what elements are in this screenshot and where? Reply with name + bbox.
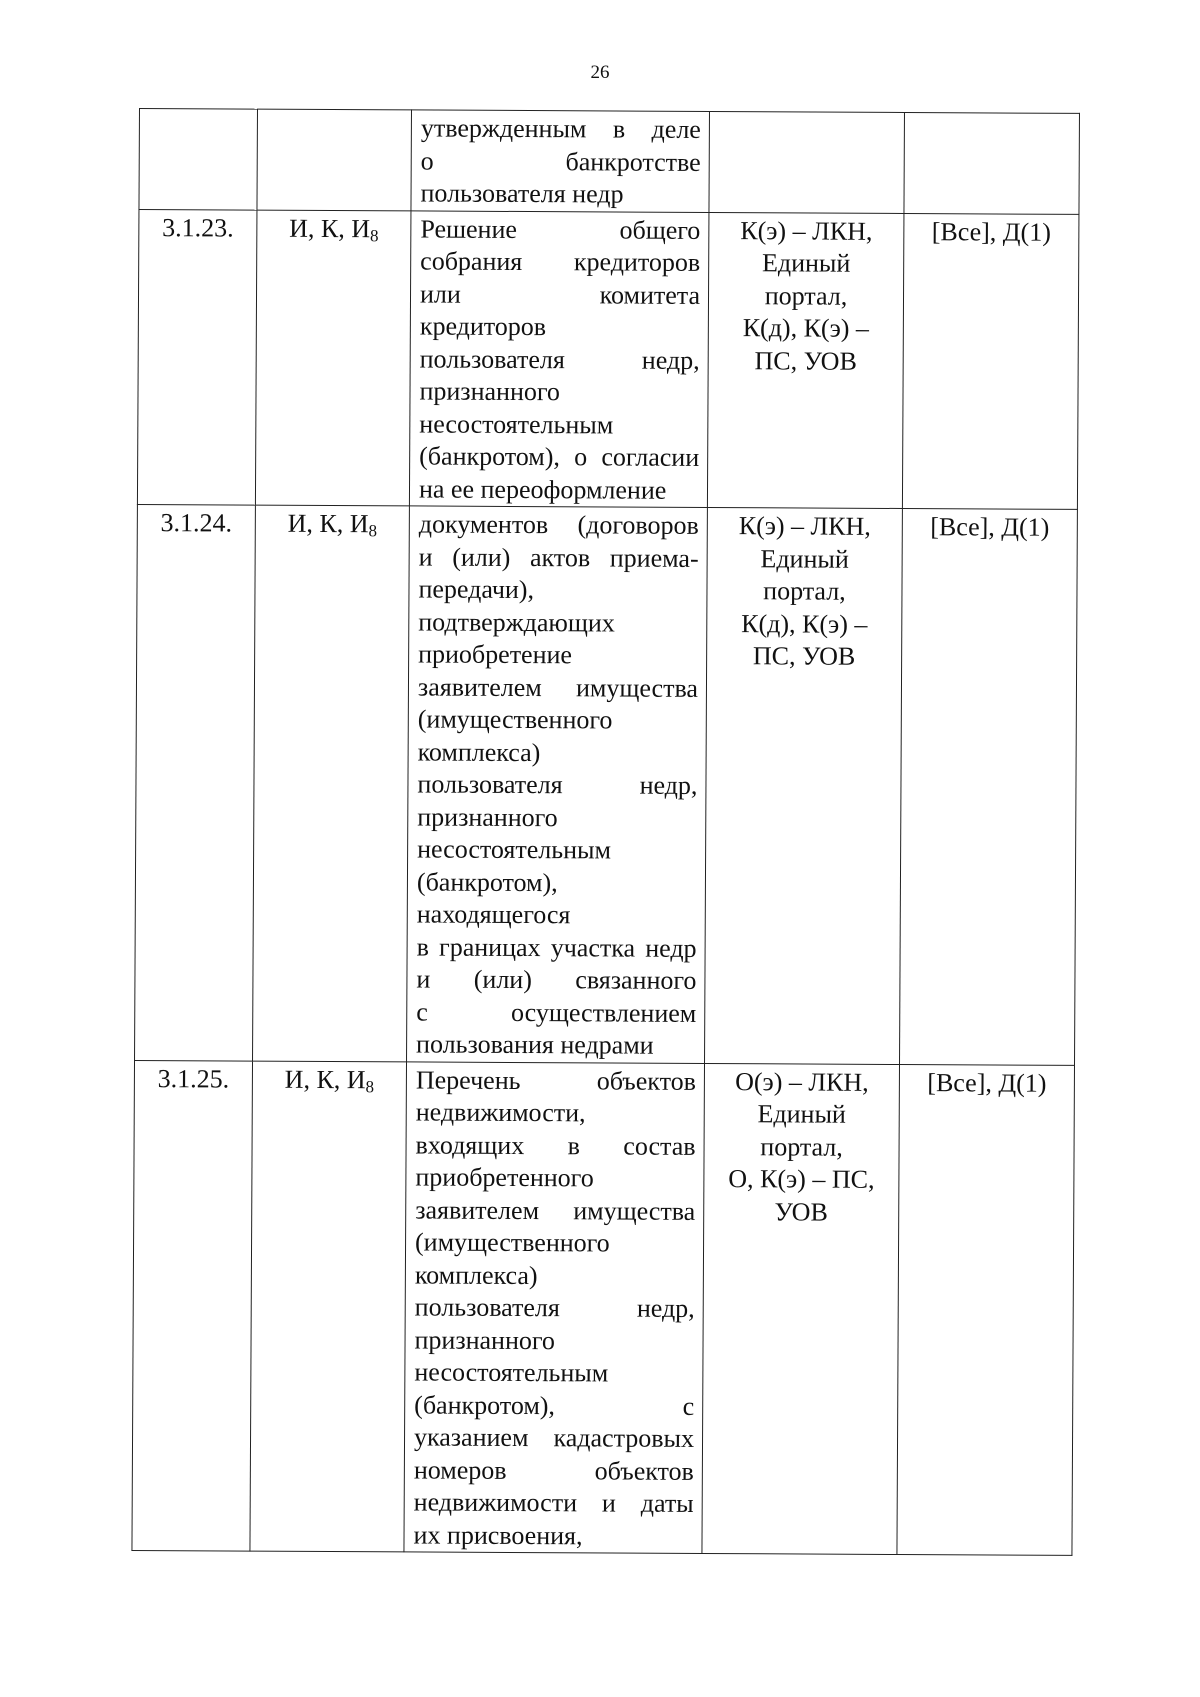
document-name-line: заявителем имущества (415, 1194, 696, 1226)
row-applicants: [Все], Д(1) (897, 1064, 1075, 1555)
channel-line: портал, (763, 576, 846, 606)
channel-line: Единый (757, 1099, 846, 1129)
row-document-name (407, 506, 708, 1063)
document-name-line: собрания кредиторов (420, 246, 701, 277)
document-name-line: документов (договоров (418, 509, 699, 540)
document-name-line: Перечень объектов (415, 1064, 696, 1096)
document-name-line: недвижимости, (415, 1097, 586, 1128)
row-codes (250, 1061, 407, 1552)
document-name-line: приобретение (418, 639, 573, 670)
codes-subscript: 8 (369, 225, 379, 245)
channel-line: ПС, УОВ (754, 345, 857, 376)
document-name-line: несостоятельным (419, 408, 614, 439)
channel-line: Единый (761, 248, 851, 278)
document-name-line: (банкротом), с (414, 1389, 695, 1421)
document-name-line: находящегося (416, 899, 571, 930)
document-name-line: комплекса) (414, 1259, 538, 1290)
document-name-line: на ее переоформление (418, 473, 667, 505)
document-table (131, 108, 1080, 1556)
table-row (137, 209, 1079, 509)
page-number: 26 (590, 62, 610, 83)
document-name-line: кредиторов (419, 311, 547, 342)
document-name-line: признанного (419, 376, 561, 407)
table-row (132, 1060, 1075, 1555)
channel-line: К(э) – ЛКН, (740, 215, 873, 246)
document-name-line: (имущественного (417, 704, 613, 735)
document-name-line: пользователя недр, (419, 343, 700, 375)
document-name-line: и (или) связанного (416, 964, 697, 995)
channel-line: О(э) – ЛКН, (735, 1066, 869, 1097)
channel-line: ПС, УОВ (752, 641, 856, 671)
row-codes (255, 210, 411, 506)
row-channel (707, 212, 904, 509)
channel-line: Единый (760, 543, 849, 574)
codes-text: И, К, И (289, 213, 371, 243)
document-name-line: входящих в состав (415, 1129, 696, 1161)
document-name-line: недвижимости и даты (413, 1487, 694, 1518)
row-number: 3.1.24. (135, 504, 256, 1060)
row-document-name (411, 110, 710, 212)
document-name-line: несостоятельным (414, 1357, 609, 1388)
row-channel (705, 507, 903, 1064)
document-table-frame (131, 108, 1080, 1556)
document-name-line: о банкротстве (420, 145, 701, 177)
document-name-line: признанного (417, 801, 558, 832)
channel-line: О, К(э) – ПС, (728, 1164, 875, 1194)
document-name-line: передачи), (418, 574, 535, 605)
row-document-name (409, 210, 709, 507)
channel-line: портал, (764, 280, 848, 311)
document-name-line: несостоятельным (417, 834, 612, 865)
codes-text: И, К, И (287, 508, 369, 539)
document-name-line: и (или) актов приема- (418, 541, 699, 573)
document-name-line: признанного (414, 1324, 556, 1355)
row-applicants (904, 113, 1080, 214)
row-applicants: [Все], Д(1) (902, 213, 1079, 509)
row-number: 3.1.25. (132, 1060, 253, 1551)
document-name-line: с осуществлением (416, 996, 697, 1028)
document-name-line: или комитета (419, 278, 701, 310)
row-document-name (404, 1061, 705, 1553)
document-name-line: в границах участка недр (416, 931, 697, 963)
codes-text: И, К, И (284, 1064, 366, 1094)
document-name-line: комплекса) (417, 736, 541, 767)
document-name-line: пользователя недр, (414, 1292, 695, 1323)
row-channel (709, 111, 905, 213)
document-name-line: пользователя недр, (417, 769, 698, 800)
document-name-line: (имущественного (414, 1227, 610, 1258)
table-row (139, 109, 1080, 214)
row-codes (257, 109, 412, 210)
document-name-line: указанием кадастровых (413, 1422, 695, 1453)
document-name-line: пользователя недр (420, 178, 624, 209)
document-name-line: Решение общего (420, 213, 701, 245)
channel-line: К(э) – ЛКН, (738, 511, 871, 541)
document-name-line: заявителем имущества (417, 671, 699, 703)
document-name-line: пользования недрами (416, 1029, 654, 1060)
channel-line: портал, (760, 1131, 843, 1162)
document-name-line: (банкротом), о согласии (419, 441, 700, 472)
document-name-line: номеров объектов (413, 1454, 694, 1486)
row-channel (702, 1063, 900, 1555)
table-body (132, 109, 1080, 1556)
document-name-line: приобретенного (415, 1162, 594, 1193)
channel-line: К(д), К(э) – (742, 313, 870, 343)
channel-line: УОВ (774, 1196, 828, 1227)
document-name-line: их присвоения, (413, 1519, 583, 1550)
document-name-line: подтверждающих (418, 606, 615, 637)
channel-line: К(д), К(э) – (741, 608, 868, 639)
row-number: 3.1.23. (137, 209, 257, 505)
table-row (135, 504, 1078, 1064)
codes-subscript: 8 (365, 1076, 375, 1096)
row-applicants: [Все], Д(1) (900, 509, 1078, 1065)
document-name-line: (банкротом), (416, 866, 558, 897)
document-name-line: утвержденным в деле (420, 113, 701, 144)
row-number (139, 109, 258, 210)
codes-subscript: 8 (368, 521, 378, 541)
row-codes (253, 505, 410, 1061)
